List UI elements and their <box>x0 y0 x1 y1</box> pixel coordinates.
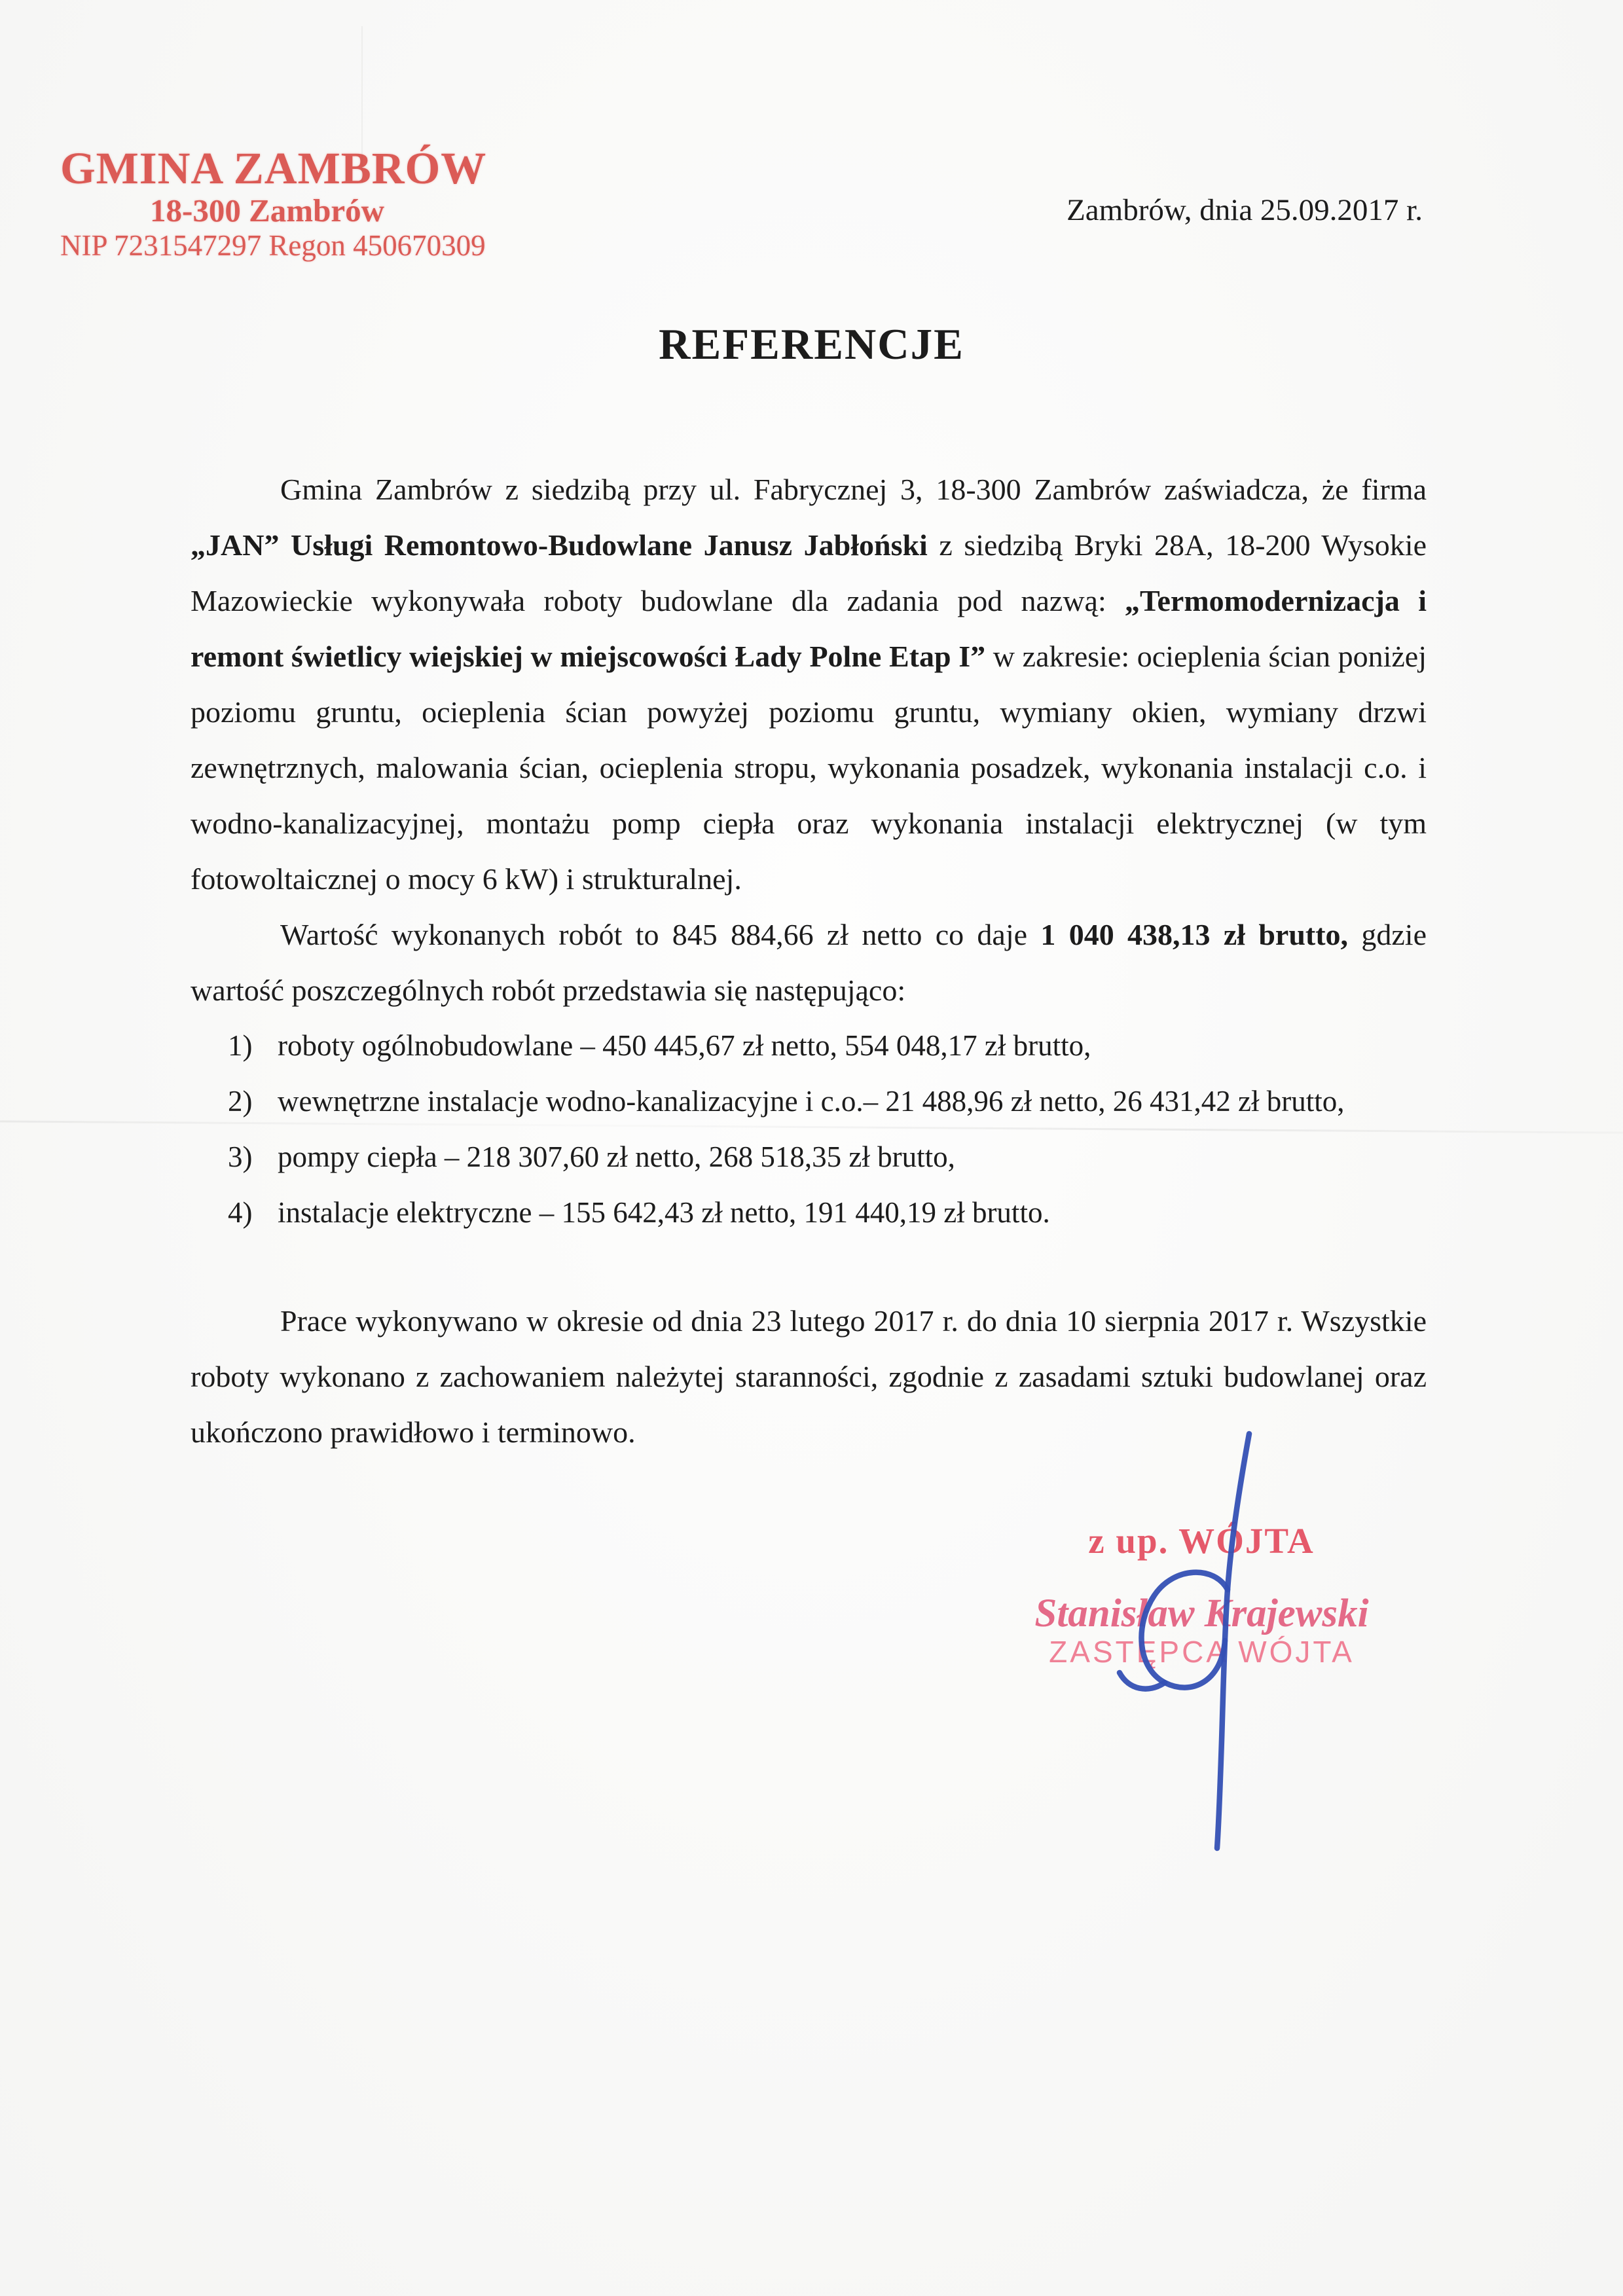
signatory-role-stamp: ZASTĘPCA WÓJTA <box>1049 1635 1355 1669</box>
stamp-municipality-name: GMINA ZAMBRÓW <box>60 143 487 193</box>
document-title: REFERENCJE <box>659 320 964 369</box>
paragraph1-text: w zakresie: ocieplenia ścian poniżej poziomu gruntu, ocieplenia ścian powyżej poziomu gruntu, wymiany okien, wymiany drzwi zewnętrznych, malowania ścian, ocieplenia stropu, wykonania posadzek, wykonania instalacji c.o. i wodno-kanalizacyjnej, montażu pomp ciepła oraz wykonania instalacji elektrycznej (w tym fotowoltaicznej o mocy 6 kW) i strukturalnej. <box>191 640 1427 896</box>
paragraph2-text: Wartość wykonanych robót to 845 884,66 zł netto co daje <box>280 918 1041 951</box>
list-item <box>191 1018 1427 1074</box>
list-item <box>191 1129 1427 1185</box>
contractor-name-bold: „JAN” Usługi Remontowo-Budowlane Janusz Jabłoński <box>191 528 928 562</box>
paragraph1-text: z siedzibą Bryki 28A, 18-200 Wysokie Mazowieckie wykonywała roboty budowlane dla zadania pod nazwą: <box>191 528 1427 617</box>
project-name-bold: „Termomodernizacja i remont świetlicy wiejskiej w miejscowości Łady Polne Etap I” <box>191 584 1427 673</box>
stamp-nip-regon: NIP 7231547297 Regon 450670309 <box>60 229 486 262</box>
gmina-zambrow-stamp <box>60 143 487 263</box>
list-item-text: instalacje elektryczne – 155 642,43 zł netto, 191 440,19 zł brutto. <box>278 1196 1050 1229</box>
list-item <box>191 1074 1427 1129</box>
gross-total-bold: 1 040 438,13 zł brutto, <box>1040 918 1349 951</box>
list-item-number: 4) <box>228 1196 253 1229</box>
list-item-number: 3) <box>228 1140 253 1173</box>
list-item-text: roboty ogólnobudowlane – 450 445,67 zł netto, 554 048,17 zł brutto, <box>278 1029 1091 1062</box>
paragraph2-text: gdzie wartość poszczególnych robót przedstawia się następująco: <box>191 918 1427 1007</box>
list-item-text: wewnętrzne instalacje wodno-kanalizacyjne i c.o.– 21 488,96 zł netto, 26 431,42 zł brutto, <box>278 1085 1345 1118</box>
signatory-name-stamp: Stanisław Krajewski <box>1034 1592 1369 1635</box>
list-item <box>191 1185 1427 1241</box>
list-item-text: pompy ciepła – 218 307,60 zł netto, 268 518,35 zł brutto, <box>278 1140 955 1173</box>
handwritten-signature <box>1067 1426 1290 1858</box>
works-value-list <box>191 1018 1427 1241</box>
scan-crease-vertical <box>361 26 363 183</box>
paragraph-scope-of-works <box>191 462 1427 907</box>
list-item-number: 1) <box>228 1029 253 1062</box>
place-date-line: Zambrów, dnia 25.09.2017 r. <box>1067 193 1423 227</box>
paragraph-total-value <box>191 907 1427 1018</box>
signature-authorization-stamp: z up. WÓJTA <box>1088 1521 1315 1561</box>
paragraph1-text: Gmina Zambrów z siedzibą przy ul. Fabrycznej 3, 18-300 Zambrów zaświadcza, że firma <box>280 473 1427 506</box>
paragraph-closing: Prace wykonywano w okresie od dnia 23 lutego 2017 r. do dnia 10 sierpnia 2017 r. Wszystkie roboty wykonano z zachowaniem należytej staranności, zgodnie z zasadami sztuki budowlanej oraz ukończono prawidłowo i terminowo. <box>191 1304 1427 1449</box>
list-item-number: 2) <box>228 1085 253 1118</box>
letter-body <box>191 462 1427 1460</box>
stamp-postal-address: 18-300 Zambrów <box>150 192 384 228</box>
